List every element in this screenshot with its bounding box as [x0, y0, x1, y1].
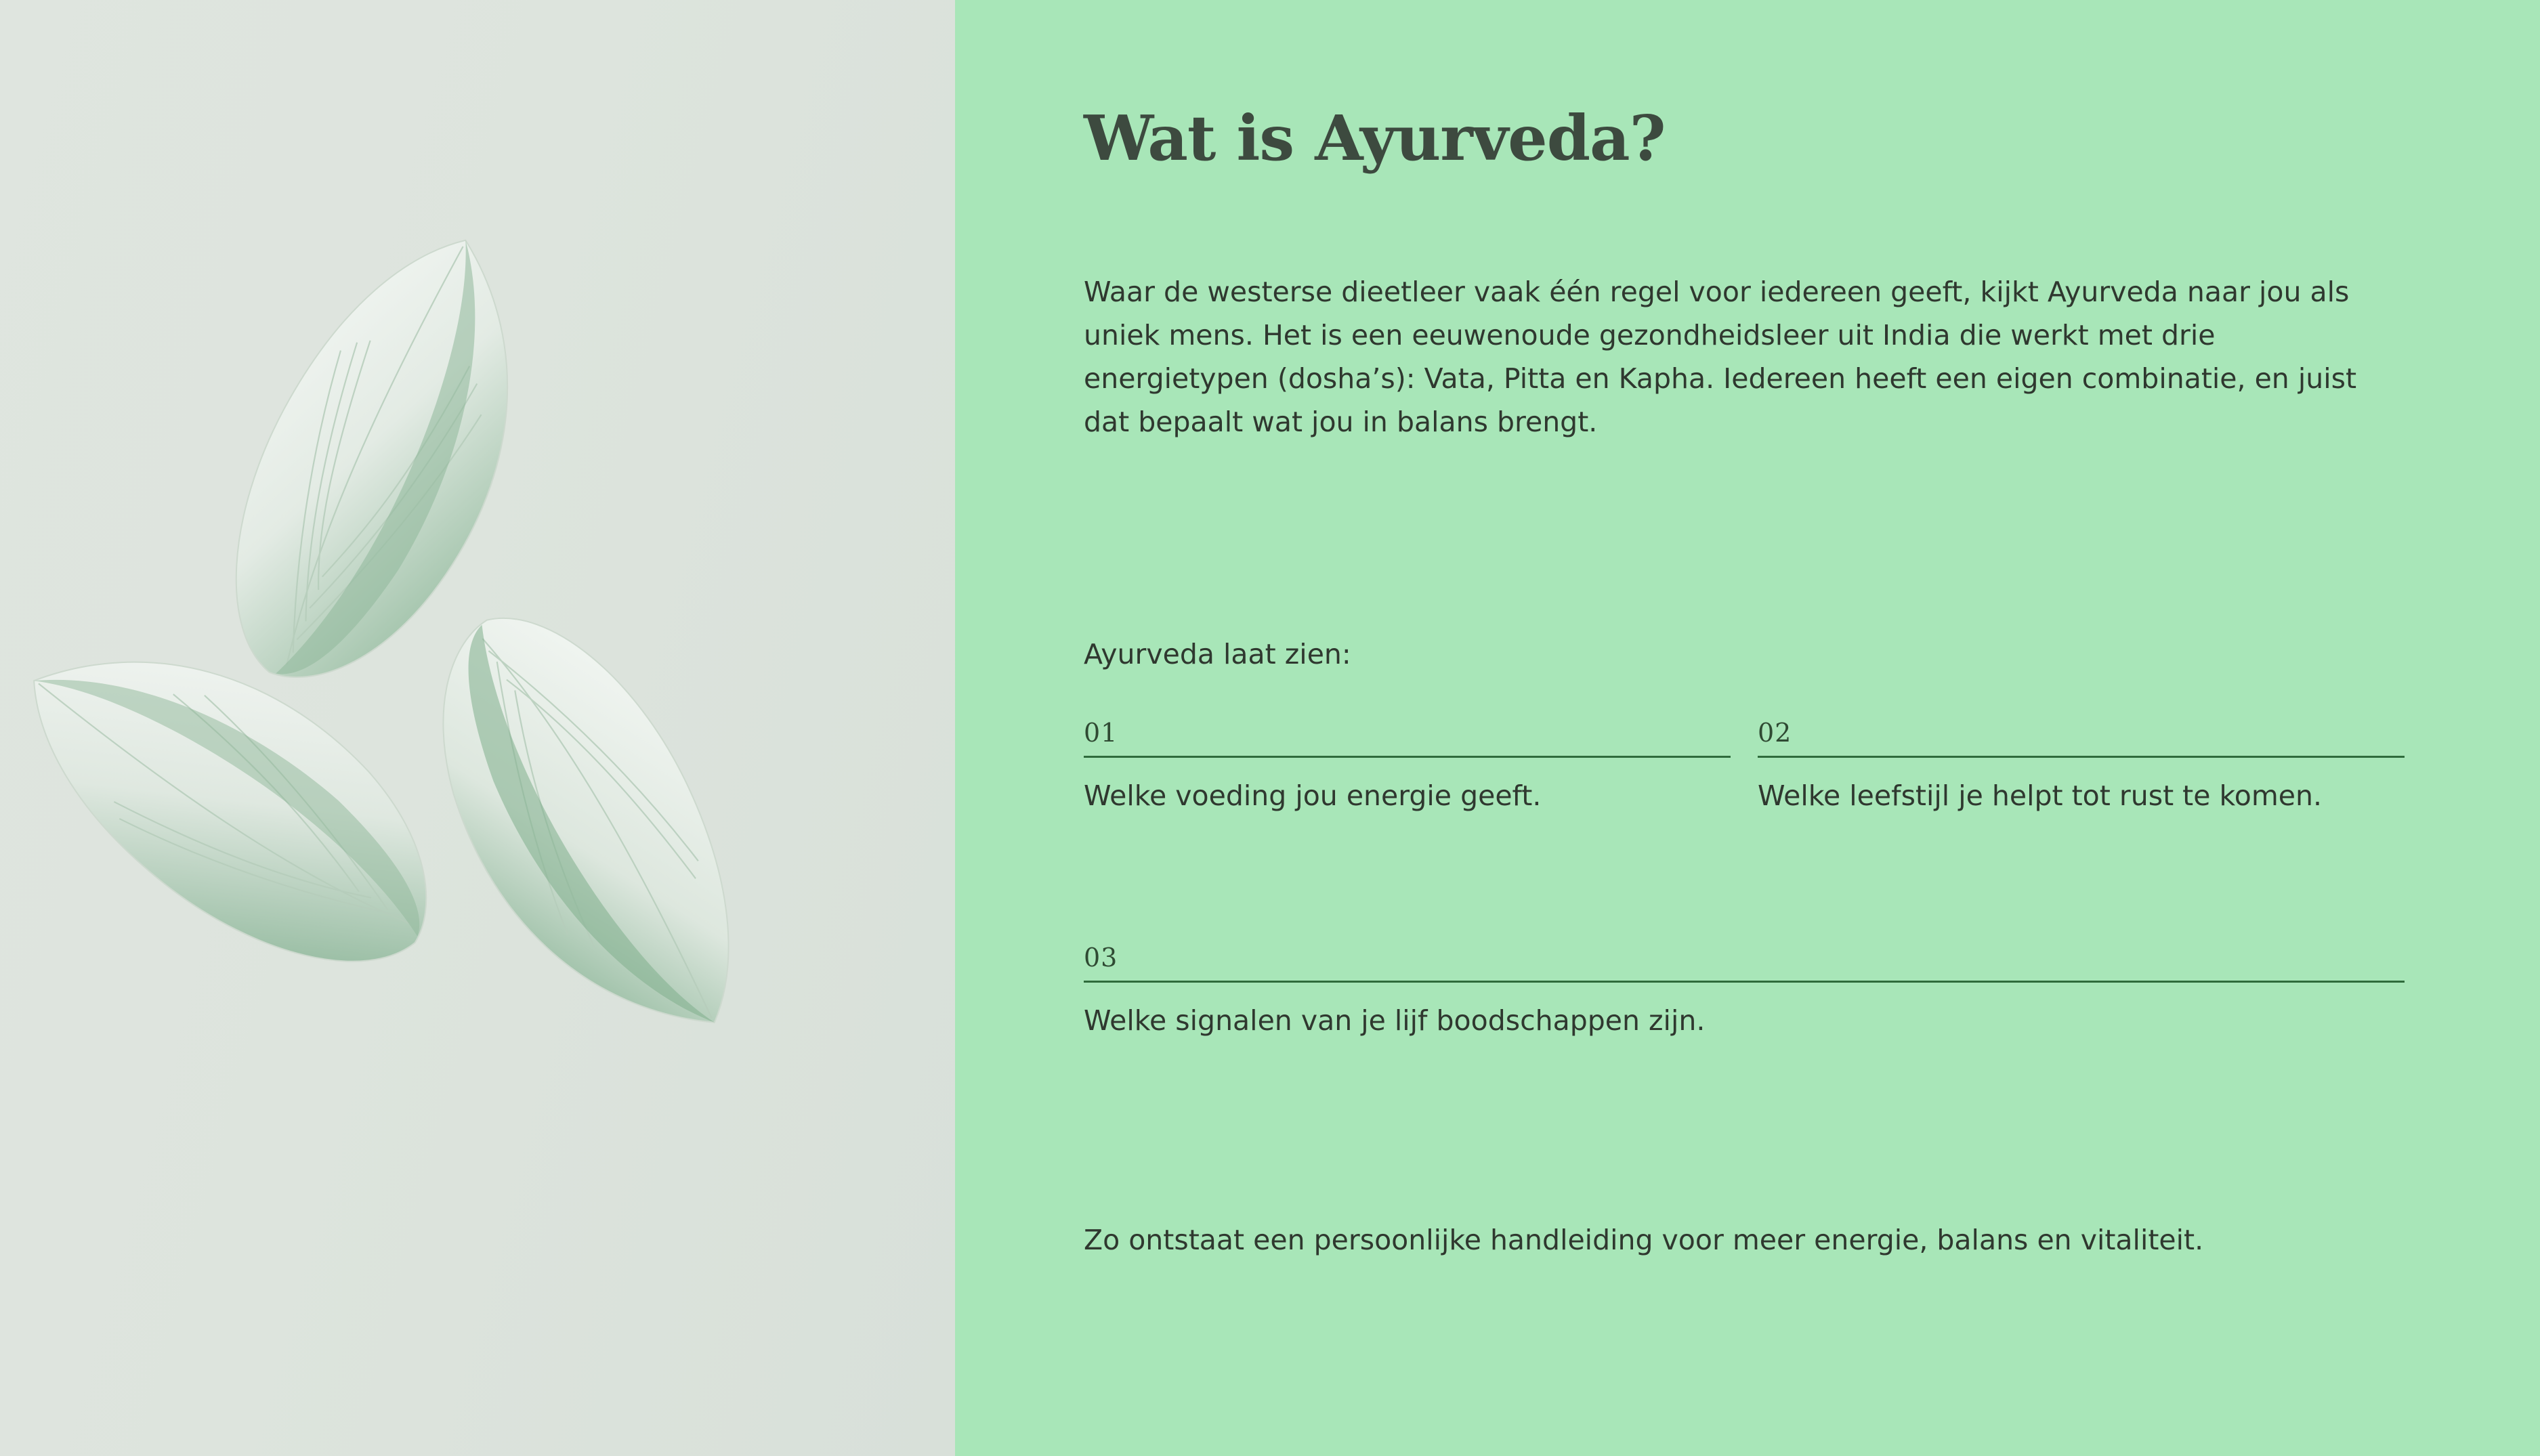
lead-in-text: Ayurveda laat zien: — [1084, 638, 1351, 670]
content-panel — [955, 0, 2540, 1456]
point-01 — [1084, 718, 1731, 817]
illustration-panel — [0, 0, 955, 1456]
point-03 — [1084, 943, 2405, 1042]
point-02-text: Welke leefstijl je helpt tot rust te komen. — [1758, 779, 2323, 812]
three-leaf-botanical-illustration-icon — [0, 169, 955, 1185]
point-03-text: Welke signalen van je lijf boodschappen zijn. — [1084, 1004, 1706, 1037]
point-01-text: Welke voeding jou energie geeft. — [1084, 779, 1542, 812]
content-wrapper — [1084, 0, 2432, 1456]
numbered-points-row-1 — [1084, 718, 2405, 817]
point-01-number: 01 — [1084, 718, 1118, 748]
numbered-points — [1084, 718, 2405, 1042]
page-title: Wat is Ayurveda? — [1084, 102, 1666, 175]
intro-paragraph: Waar de westerse dieetleer vaak één regel voor iedereen geeft, kijkt Ayurveda naar jou als uniek mens. Het is een eeuwenoude gezondheidsleer uit India die werkt met drie energietypen (dosha’s): Vata, Pitta en Kapha. Iedereen heeft een eigen combinatie, en juist dat bepaalt wat jou in balans brengt. — [1084, 276, 2357, 438]
numbered-points-row-2 — [1084, 943, 2405, 1042]
point-02 — [1758, 718, 2405, 817]
closing-paragraph: Zo ontstaat een persoonlijke handleiding voor meer energie, balans en vitaliteit. — [1084, 1224, 2204, 1256]
point-02-number: 02 — [1758, 718, 1792, 748]
point-03-number: 03 — [1084, 942, 1118, 972]
